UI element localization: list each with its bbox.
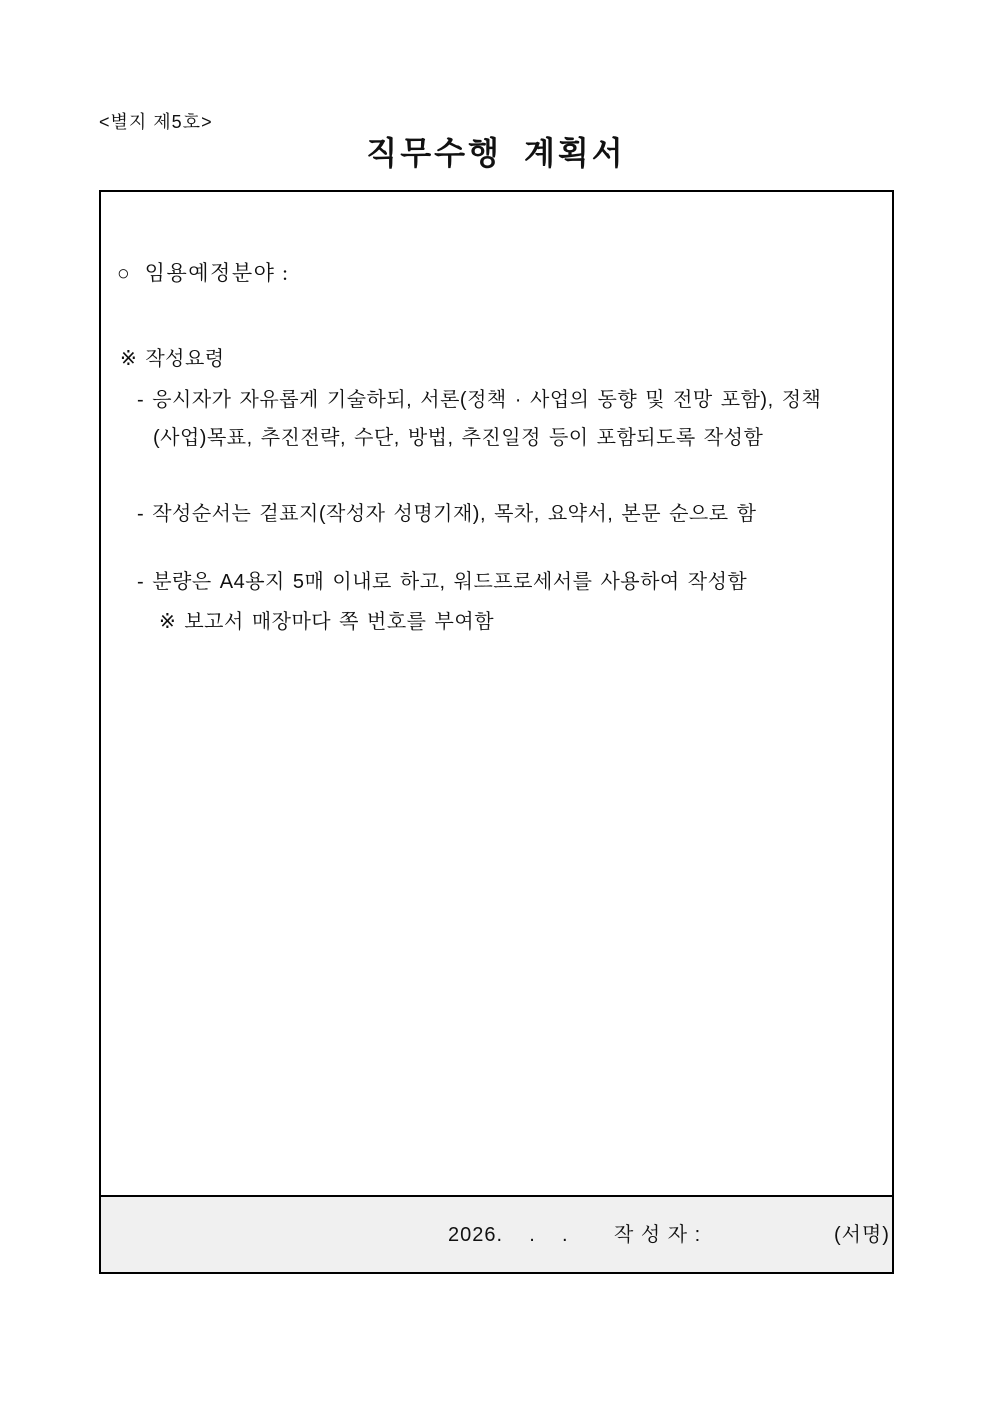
footer-writer-label: 작 성 자 : [614,1224,702,1246]
annex-number-label: <별지 제5호> [99,112,213,132]
guideline-line-page-numbers: ※ 보고서 매장마다 쪽 번호를 부여함 [159,611,495,633]
writing-guidelines-heading: ※ 작성요령 [120,348,225,370]
footer-date-field: 2026. . . [448,1224,569,1246]
footer-signature-placeholder: (서명) [834,1224,890,1246]
guideline-line-order: - 작성순서는 겉표지(작성자 성명기재), 목차, 요약서, 본문 순으로 함 [137,503,757,525]
form-border-box [99,190,894,1197]
guideline-line-content: - 응시자가 자유롭게 기술하되, 서론(정책 · 사업의 동향 및 전망 포함), 정책 [137,389,822,411]
appointment-field-label: ○ 임용예정분야 : [117,261,290,285]
document-title: 직무수행 계획서 [366,135,626,171]
guideline-line-content-continued: (사업)목표, 추진전략, 수단, 방법, 추진일정 등이 포함되도록 작성함 [153,427,764,449]
guideline-line-volume: - 분량은 A4용지 5매 이내로 하고, 워드프로세서를 사용하여 작성함 [137,571,748,593]
